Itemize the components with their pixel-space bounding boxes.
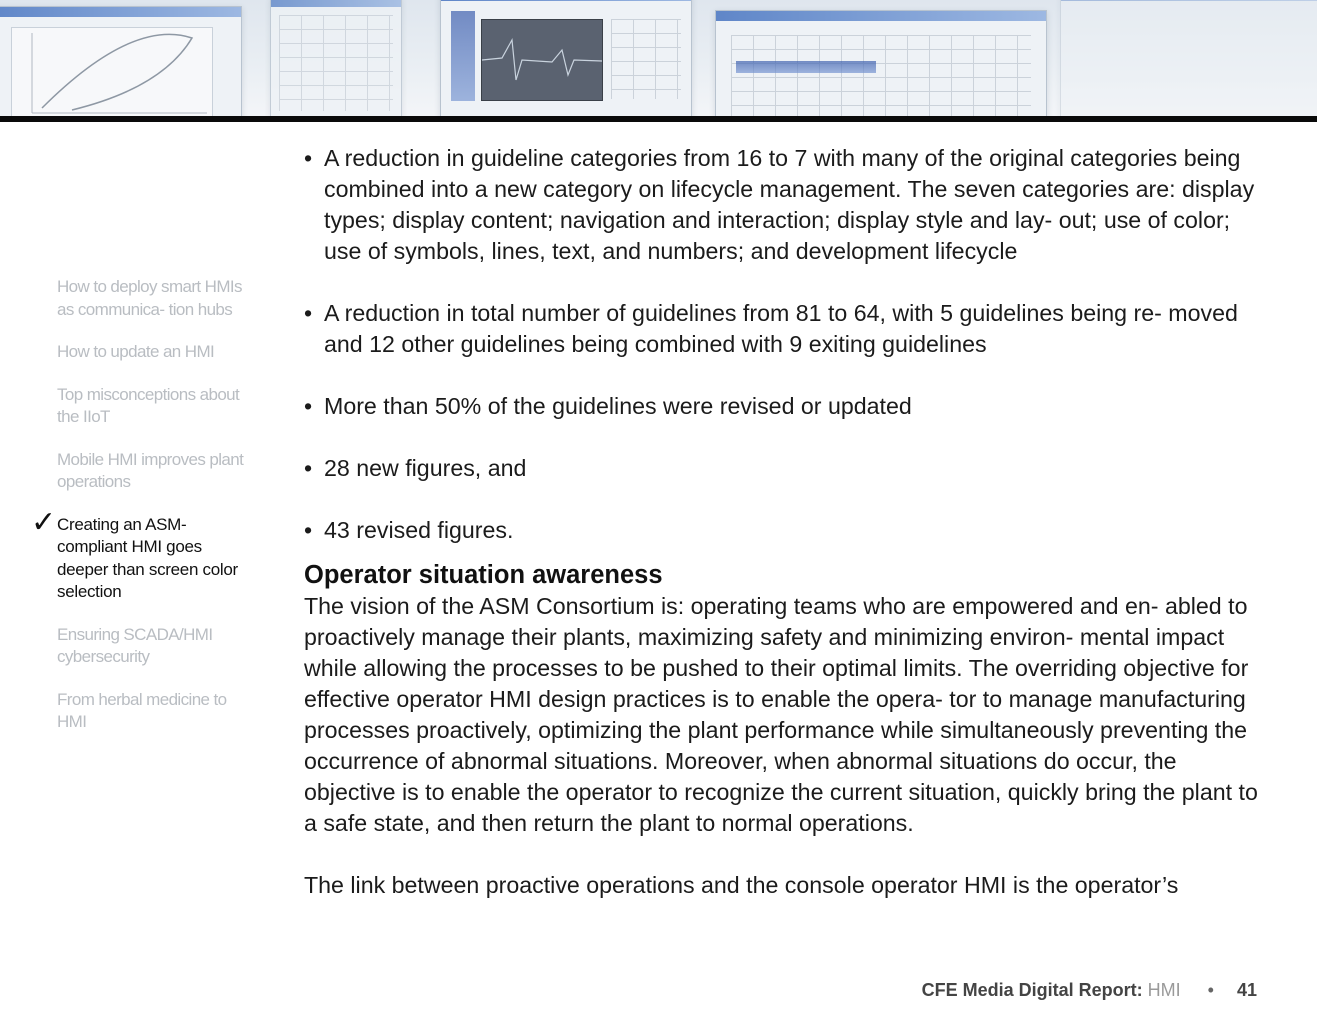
body-paragraph: The vision of the ASM Consortium is: operating teams who are empowered and en- abled to proactively manage their plants, maximizing safety and minimizing environ- mental impact while allowing the processes to be pushed to their optimal limits. The overriding objective for effective operator HMI design practices is to enable the opera- tor to manage manufacturing processes proactively, optimizing the plant performance while simultaneously preventing the occurrence of abnormal situations. Moreover, when abnormal situations do occur, the objective is to enable the operator to recognize the current situation, quickly bring the plant to a safe state, and then return the plant to normal operations. xyxy=(304,593,1258,836)
nav-item-asm-compliant-hmi[interactable] xyxy=(31,504,247,604)
section-navigation xyxy=(31,276,247,754)
bullet-item xyxy=(304,515,1264,546)
screenshot-window-1 xyxy=(0,6,242,116)
nav-item-label: How to deploy smart HMIs as communica- tion hubs xyxy=(57,277,242,319)
bullet-dot: • xyxy=(304,393,313,419)
footer-topic: HMI xyxy=(1147,980,1181,1000)
section-heading: Operator situation awareness xyxy=(304,561,663,589)
bullet-item xyxy=(304,391,1264,422)
nav-item-mobile-hmi[interactable] xyxy=(57,449,247,494)
nav-item-iiot-misconceptions[interactable] xyxy=(57,384,247,429)
bullet-item xyxy=(304,453,1264,484)
nav-item-update-hmi[interactable] xyxy=(57,341,247,364)
bullet-text: More than 50% of the guidelines were revised or updated xyxy=(324,393,912,419)
nav-item-deploy-smart-hmis[interactable] xyxy=(57,276,247,321)
header-rule xyxy=(0,116,1317,122)
article-body xyxy=(304,143,1264,932)
bullet-text: 28 new figures, and xyxy=(324,455,527,481)
bullet-text: 43 revised figures. xyxy=(324,517,514,543)
screenshot-window-2 xyxy=(270,0,402,116)
nav-item-label: Creating an ASM- compliant HMI goes deeper than screen color selection xyxy=(57,514,238,601)
bullet-item xyxy=(304,143,1264,267)
bullet-dot: • xyxy=(304,300,313,326)
nav-item-label: From herbal medicine to HMI xyxy=(57,689,227,731)
screenshot-window-5 xyxy=(1060,0,1317,116)
nav-item-label: Mobile HMI improves plant operations xyxy=(57,449,244,491)
bullet-text: A reduction in total number of guidelines from 81 to 64, with 5 guidelines being re- moved and 12 other guidelines being combined with 9 exiting guidelines xyxy=(324,300,1238,357)
page-footer xyxy=(922,978,1257,1002)
nav-item-herbal-medicine[interactable] xyxy=(57,689,247,734)
nav-item-scada-cybersecurity[interactable] xyxy=(57,624,247,669)
page-number: 41 xyxy=(1236,980,1257,1000)
screenshot-window-3 xyxy=(440,0,692,116)
bullet-item xyxy=(304,298,1264,360)
bullet-dot: • xyxy=(304,145,313,171)
bullet-dot: • xyxy=(304,455,313,481)
screenshot-window-4 xyxy=(715,10,1047,116)
nav-item-label: How to update an HMI xyxy=(57,342,215,361)
nav-item-label: Ensuring SCADA/HMI cybersecurity xyxy=(57,624,213,666)
footer-separator: • xyxy=(1207,980,1214,1000)
body-paragraph: The link between proactive operations and the console operator HMI is the operator’s xyxy=(304,872,1179,898)
checkmark-icon: ✓ xyxy=(31,504,56,540)
footer-brand: CFE Media Digital Report: xyxy=(921,980,1143,1000)
header-banner-image xyxy=(0,0,1317,116)
nav-item-label: Top misconceptions about the IIoT xyxy=(57,384,240,426)
bullet-dot: • xyxy=(304,517,313,543)
bullet-text: A reduction in guideline categories from 16 to 7 with many of the original categories being combined into a new category on lifecycle management. The seven categories are: display types; display content; navigation and interaction; display style and lay- out; use of color; use of symbols, lines, text, and numbers; and development lifecycle xyxy=(324,145,1255,264)
